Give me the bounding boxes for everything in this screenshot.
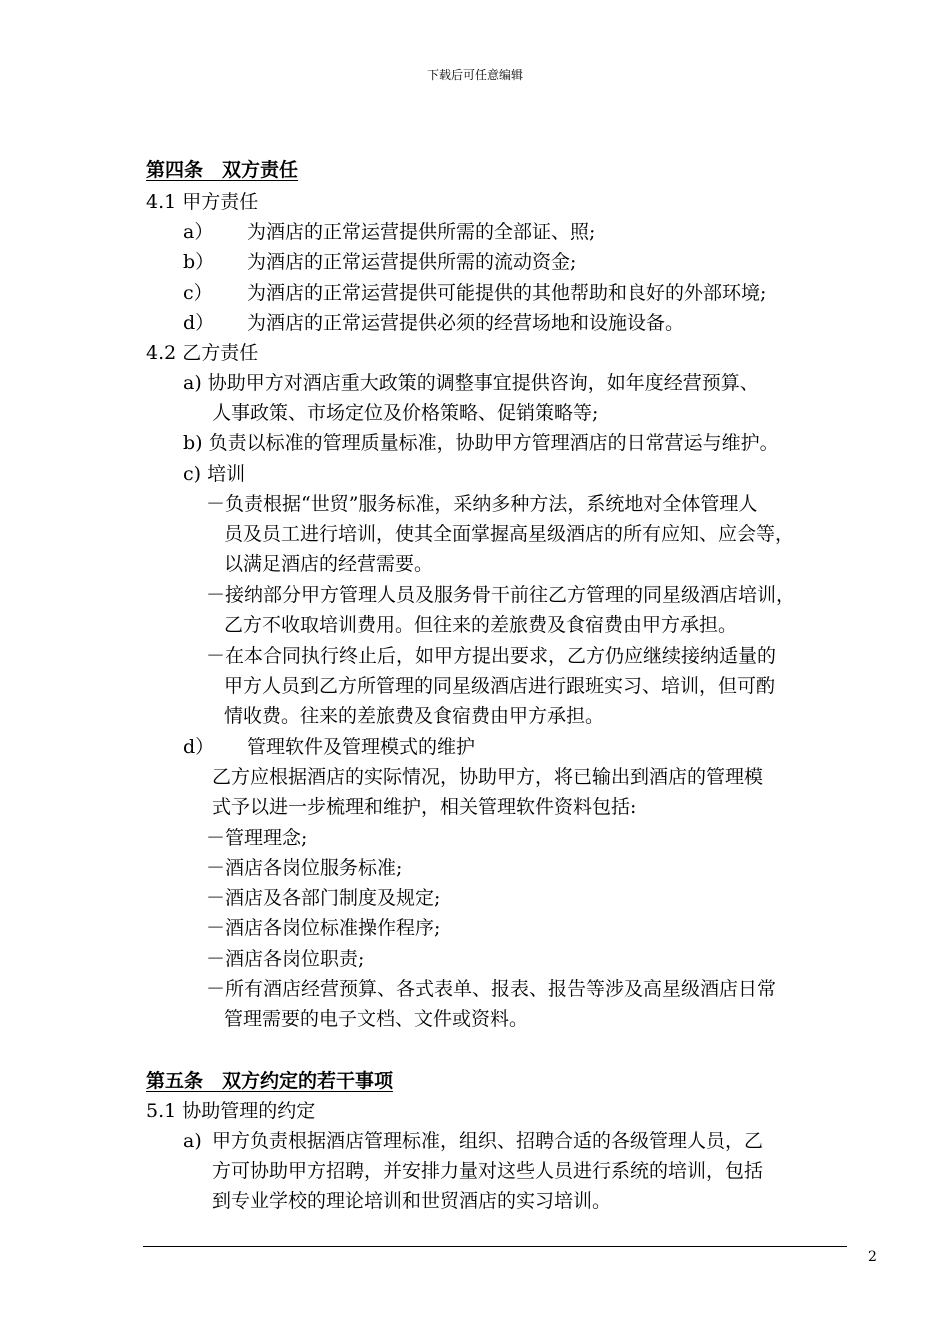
training-bullet-3-line3: 情收费。往来的差旅费及食宿费由甲方承担。 — [224, 705, 605, 727]
item-d-title — [183, 733, 475, 761]
item-c-title: c) 培训 — [183, 463, 246, 485]
software-item: －酒店各岗位职责; — [206, 948, 365, 970]
training-bullet-3-line2: 甲方人员到乙方所管理的同星级酒店进行跟班实习、培训，但可酌 — [224, 675, 776, 697]
training-bullet-1-line1: －负责根据“世贸”服务标准，采纳多种方法，系统地对全体管理人 — [206, 493, 758, 515]
item-marker: b） — [183, 251, 215, 273]
header-note: 下载后可任意编辑 — [426, 68, 523, 82]
training-bullet-1-line2: 员及员工进行培训，使其全面掌握高星级酒店的所有应知、应会等， — [224, 523, 795, 545]
item-d-intro-line1: 乙方应根据酒店的实际情况，协助甲方，将已输出到酒店的管理模 — [212, 766, 764, 788]
page-number: 2 — [868, 1249, 877, 1265]
software-item: －酒店及各部门制度及规定; — [206, 887, 441, 909]
item-d-intro-line2: 式予以进一步梳理和维护，相关管理软件资料包括: — [212, 796, 637, 818]
list-item — [183, 218, 595, 246]
section-4-1-title: 4.1 甲方责任 — [146, 191, 259, 213]
list-item — [183, 248, 576, 276]
item-marker: a） — [183, 221, 214, 243]
software-item: －所有酒店经营预算、各式表单、报表、报告等涉及高星级酒店日常 — [206, 978, 777, 1000]
item-5-1-a-marker: a) — [183, 1130, 202, 1152]
item-text: 管理软件及管理模式的维护 — [247, 736, 476, 758]
item-a-line2: 人事政策、市场定位及价格策略、促销策略等; — [212, 402, 599, 424]
item-text: 为酒店的正常运营提供所需的全部证、照; — [247, 221, 596, 243]
training-bullet-3-line1: －在本合同执行终止后，如甲方提出要求，乙方仍应继续接纳适量的 — [206, 645, 777, 667]
item-a-line1: a) 协助甲方对酒店重大政策的调整事宜提供咨询，如年度经营预算、 — [183, 372, 759, 394]
item-5-1-a-line1: 甲方负责根据酒店管理标准，组织、招聘合适的各级管理人员，乙 — [212, 1130, 764, 1152]
list-item — [183, 309, 684, 337]
software-item: －酒店各岗位标准操作程序; — [206, 917, 441, 939]
item-text: 为酒店的正常运营提供所需的流动资金; — [247, 251, 577, 273]
article5-title: 第五条 双方约定的若干事项 — [146, 1070, 394, 1092]
training-bullet-2-line2: 乙方不收取培训费用。但往来的差旅费及食宿费由甲方承担。 — [224, 614, 738, 636]
section-4-2-title: 4.2 乙方责任 — [146, 342, 259, 364]
software-item-continued: 管理需要的电子文档、文件或资料。 — [224, 1008, 529, 1030]
item-marker: d） — [183, 736, 215, 758]
item-marker: c） — [183, 282, 213, 304]
item-5-1-a-line2: 方可协助甲方招聘，并安排力量对这些人员进行系统的培训，包括 — [212, 1160, 764, 1182]
article4-title: 第四条 双方责任 — [146, 159, 299, 181]
list-item — [183, 279, 766, 307]
item-5-1-a-line3: 到专业学校的理论培训和世贸酒店的实习培训。 — [212, 1190, 612, 1212]
item-b: b) 负责以标准的管理质量标准，协助甲方管理酒店的日常营运与维护。 — [183, 432, 779, 454]
section-5-1-title: 5.1 协助管理的约定 — [146, 1100, 316, 1122]
training-bullet-2-line1: －接纳部分甲方管理人员及服务骨干前往乙方管理的同星级酒店培训， — [206, 584, 796, 606]
item-text: 为酒店的正常运营提供可能提供的其他帮助和良好的外部环境; — [247, 282, 767, 304]
software-item: －管理理念; — [206, 827, 308, 849]
training-bullet-1-line3: 以满足酒店的经营需要。 — [224, 553, 434, 575]
item-text: 为酒店的正常运营提供必须的经营场地和设施设备。 — [247, 312, 685, 334]
software-item: －酒店各岗位服务标准; — [206, 857, 403, 879]
item-marker: d） — [183, 312, 215, 334]
footer-rule — [143, 1246, 847, 1247]
